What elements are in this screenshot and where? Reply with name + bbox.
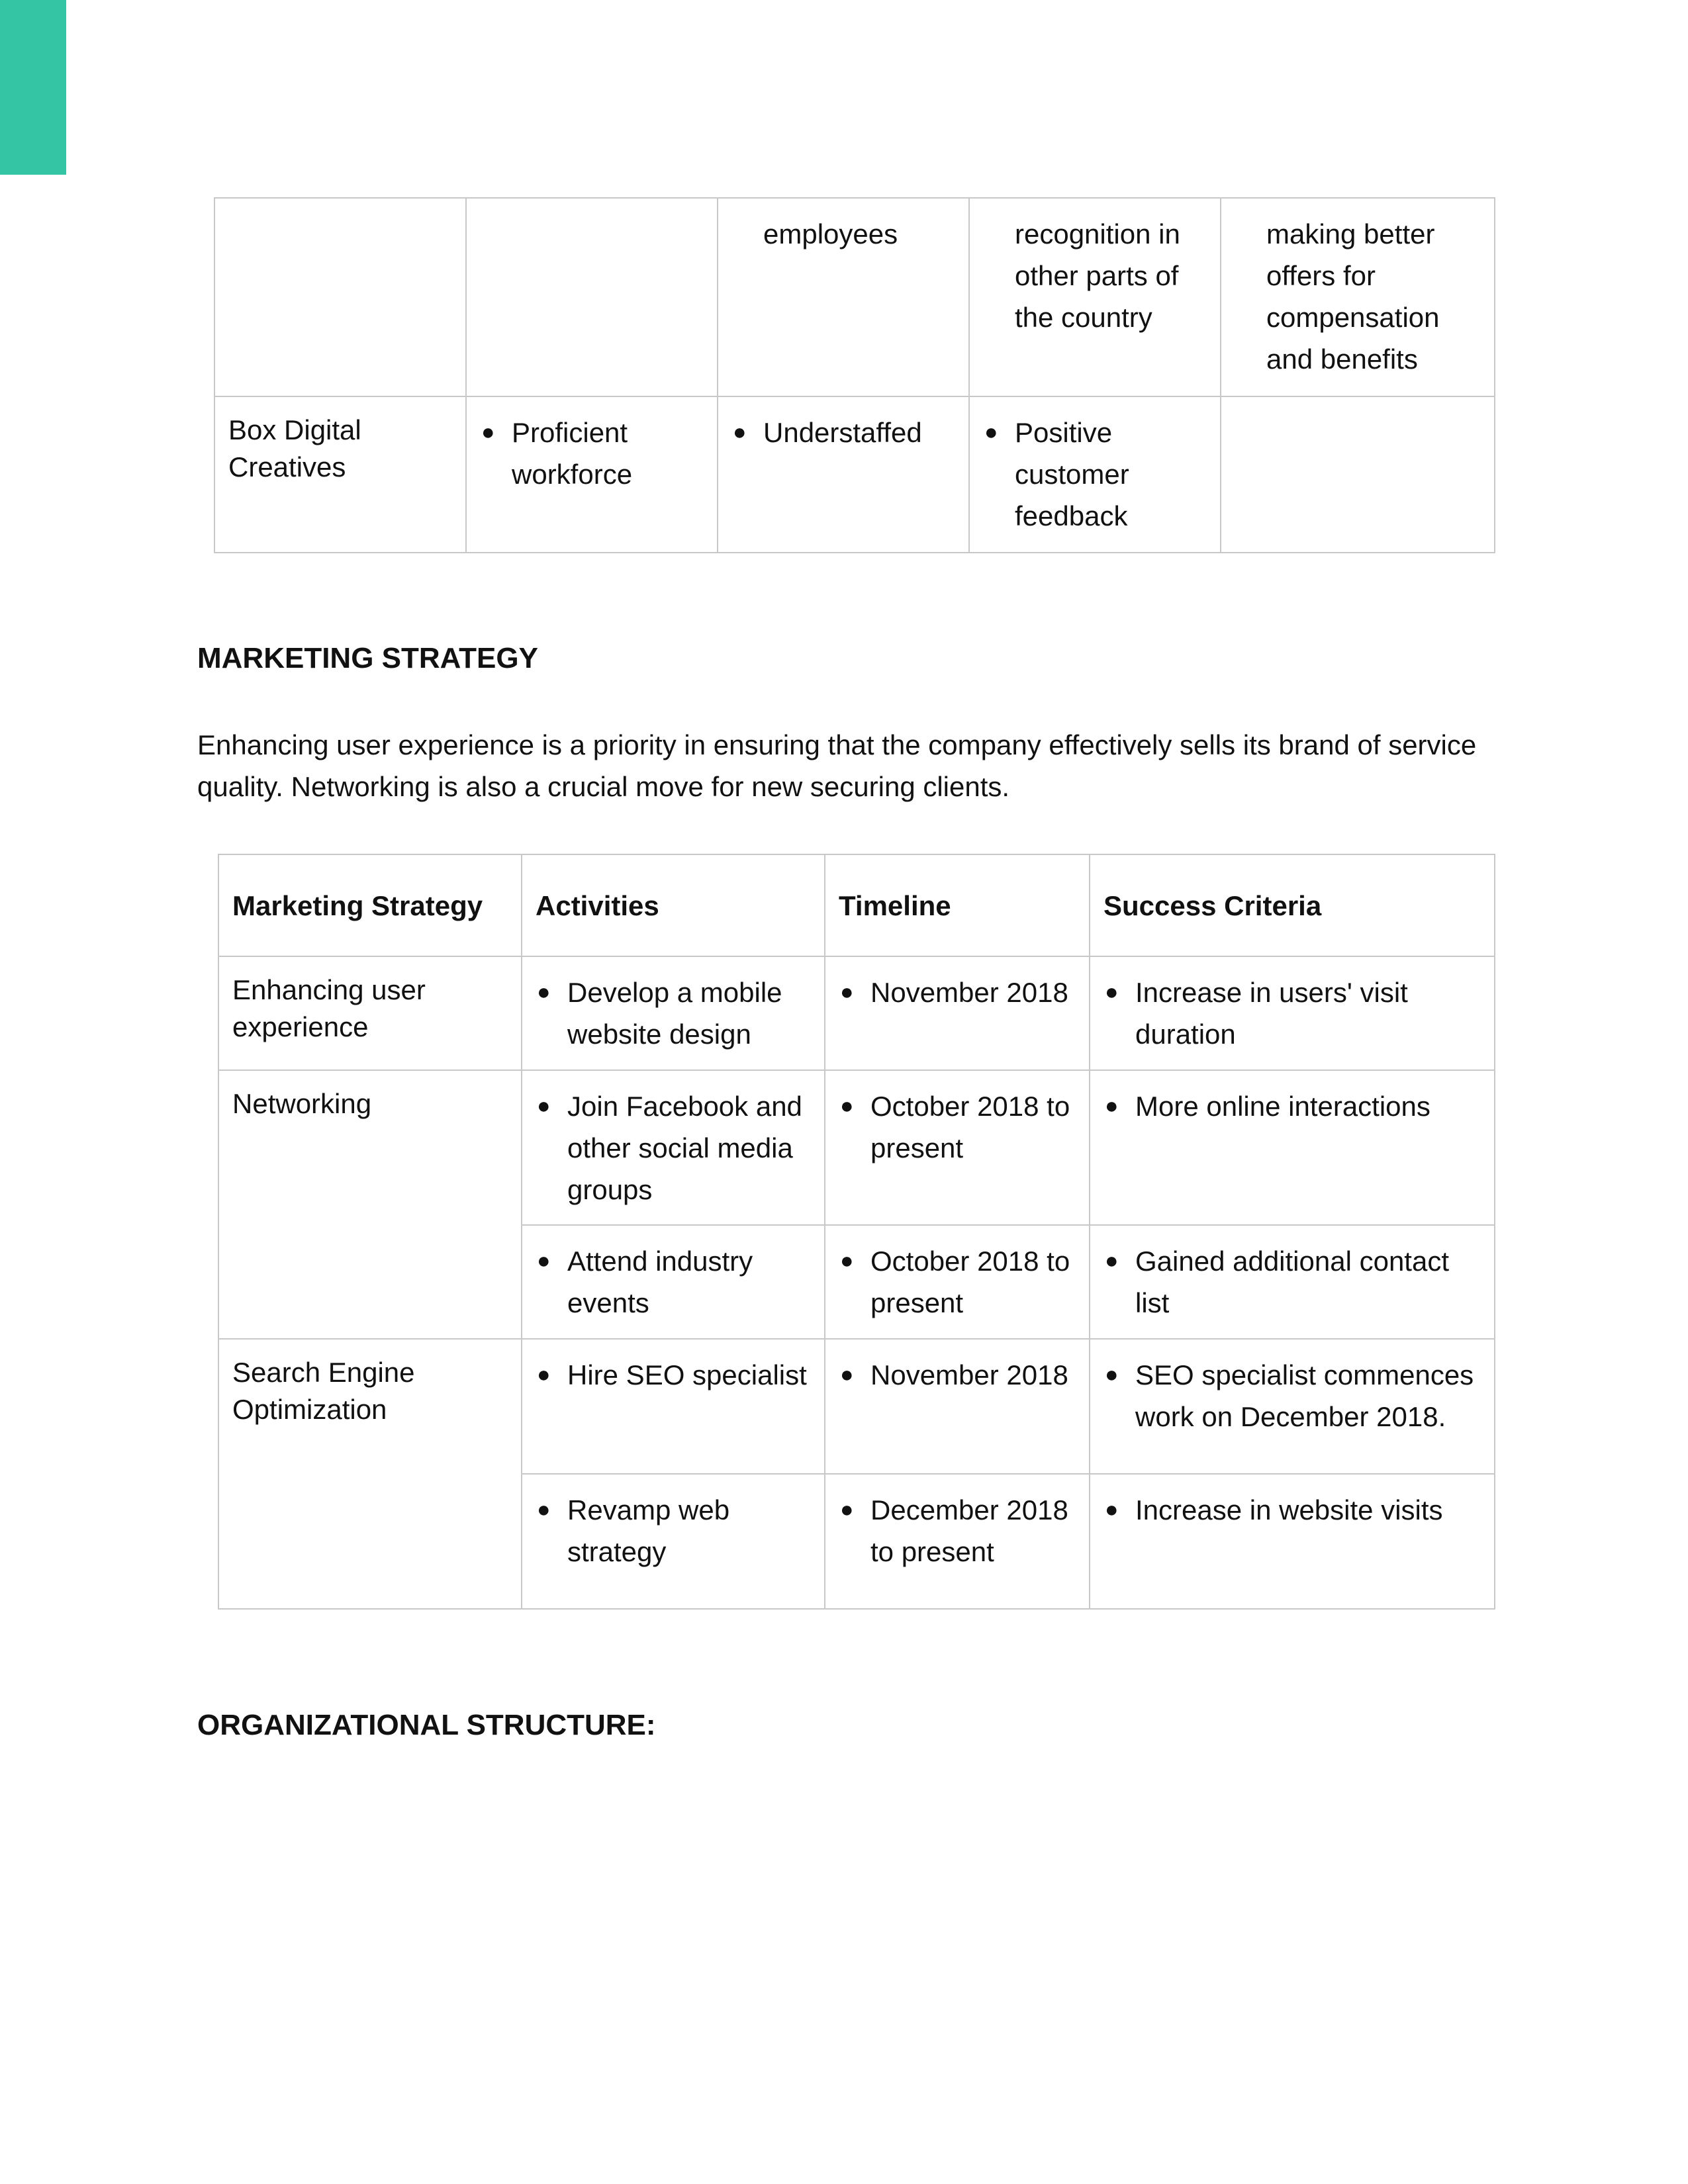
- strategy-cell: [218, 956, 522, 1070]
- swot-cell-opportunity: [969, 198, 1221, 396]
- cell-text: employees: [763, 218, 898, 250]
- bullet-item: ● SEO specialist commences work on December 2018.: [1103, 1354, 1481, 1437]
- company-name: Box Digital Creatives: [228, 414, 361, 482]
- strategy-name: Enhancing user experience: [232, 974, 426, 1042]
- strategy-cell: [218, 1339, 522, 1609]
- bullet-item: ● Attend industry events: [536, 1240, 811, 1324]
- timeline-cell: [825, 956, 1090, 1070]
- strategy-cell: [218, 1070, 522, 1339]
- table-row: [214, 396, 1495, 553]
- swot-cell-threat: [1221, 198, 1495, 396]
- swot-cell-strength: [466, 198, 718, 396]
- swot-table: [214, 197, 1495, 553]
- strategy-name: Search Engine Optimization: [232, 1357, 415, 1425]
- bullet-item: ● October 2018 to present: [839, 1085, 1076, 1169]
- swot-cell-weakness: [718, 396, 969, 553]
- table-row: [218, 1339, 1495, 1474]
- timeline-cell: [825, 1225, 1090, 1339]
- table-row: [218, 1070, 1495, 1225]
- activity-cell: [522, 1070, 825, 1225]
- timeline-cell: [825, 1070, 1090, 1225]
- activity-cell: [522, 956, 825, 1070]
- cell-text: recognition in other parts of the country: [1015, 218, 1180, 333]
- accent-bar: [0, 0, 66, 175]
- bullet-item: ● November 2018: [839, 972, 1076, 1013]
- criteria-cell: [1090, 1339, 1495, 1474]
- marketing-table: [218, 854, 1495, 1610]
- criteria-cell: [1090, 1474, 1495, 1609]
- bullet-item: ● Gained additional contact list: [1103, 1240, 1481, 1324]
- bullet-item: ● Hire SEO specialist: [536, 1354, 811, 1396]
- bullet-item: ● Increase in users' visit duration: [1103, 972, 1481, 1055]
- column-header: Timeline: [825, 854, 1090, 956]
- swot-cell-company: [214, 396, 466, 553]
- activity-cell: [522, 1339, 825, 1474]
- bullet-item: ● Join Facebook and other social media groups: [536, 1085, 811, 1210]
- criteria-cell: [1090, 1070, 1495, 1225]
- bullet-item: ● More online interactions: [1103, 1085, 1481, 1127]
- bullet-item: ● Revamp web strategy: [536, 1489, 811, 1572]
- timeline-cell: [825, 1339, 1090, 1474]
- bullet-item: ● Positive customer feedback: [983, 412, 1207, 537]
- strategy-name: Networking: [232, 1088, 372, 1119]
- table-row: [218, 956, 1495, 1070]
- marketing-heading: MARKETING STRATEGY: [197, 642, 538, 674]
- criteria-cell: [1090, 1225, 1495, 1339]
- marketing-paragraph: Enhancing user experience is a priority in ensuring that the company effectively sells its brand of service quality. Networking is also a crucial move for new securing clients.: [197, 729, 1477, 802]
- activity-cell: [522, 1474, 825, 1609]
- swot-cell-threat: [1221, 396, 1495, 553]
- bullet-item: ● December 2018 to present: [839, 1489, 1076, 1572]
- cell-text: making better offers for compensation and benefits: [1266, 218, 1440, 375]
- activity-cell: [522, 1225, 825, 1339]
- bullet-item: ● October 2018 to present: [839, 1240, 1076, 1324]
- table-header-row: [218, 854, 1495, 956]
- swot-cell-strength: [466, 396, 718, 553]
- bullet-item: ● Proficient workforce: [480, 412, 704, 495]
- column-header: Activities: [522, 854, 825, 956]
- swot-cell-opportunity: [969, 396, 1221, 553]
- bullet-item: ● Increase in website visits: [1103, 1489, 1481, 1531]
- bullet-item: ● Understaffed: [731, 412, 955, 453]
- criteria-cell: [1090, 956, 1495, 1070]
- org-structure-heading: ORGANIZATIONAL STRUCTURE:: [197, 1709, 656, 1741]
- bullet-item: ● Develop a mobile website design: [536, 972, 811, 1055]
- column-header: Marketing Strategy: [218, 854, 522, 956]
- swot-cell-weakness: [718, 198, 969, 396]
- bullet-item: ● November 2018: [839, 1354, 1076, 1396]
- table-row: [214, 198, 1495, 396]
- column-header: Success Criteria: [1090, 854, 1495, 956]
- timeline-cell: [825, 1474, 1090, 1609]
- swot-cell-company: [214, 198, 466, 396]
